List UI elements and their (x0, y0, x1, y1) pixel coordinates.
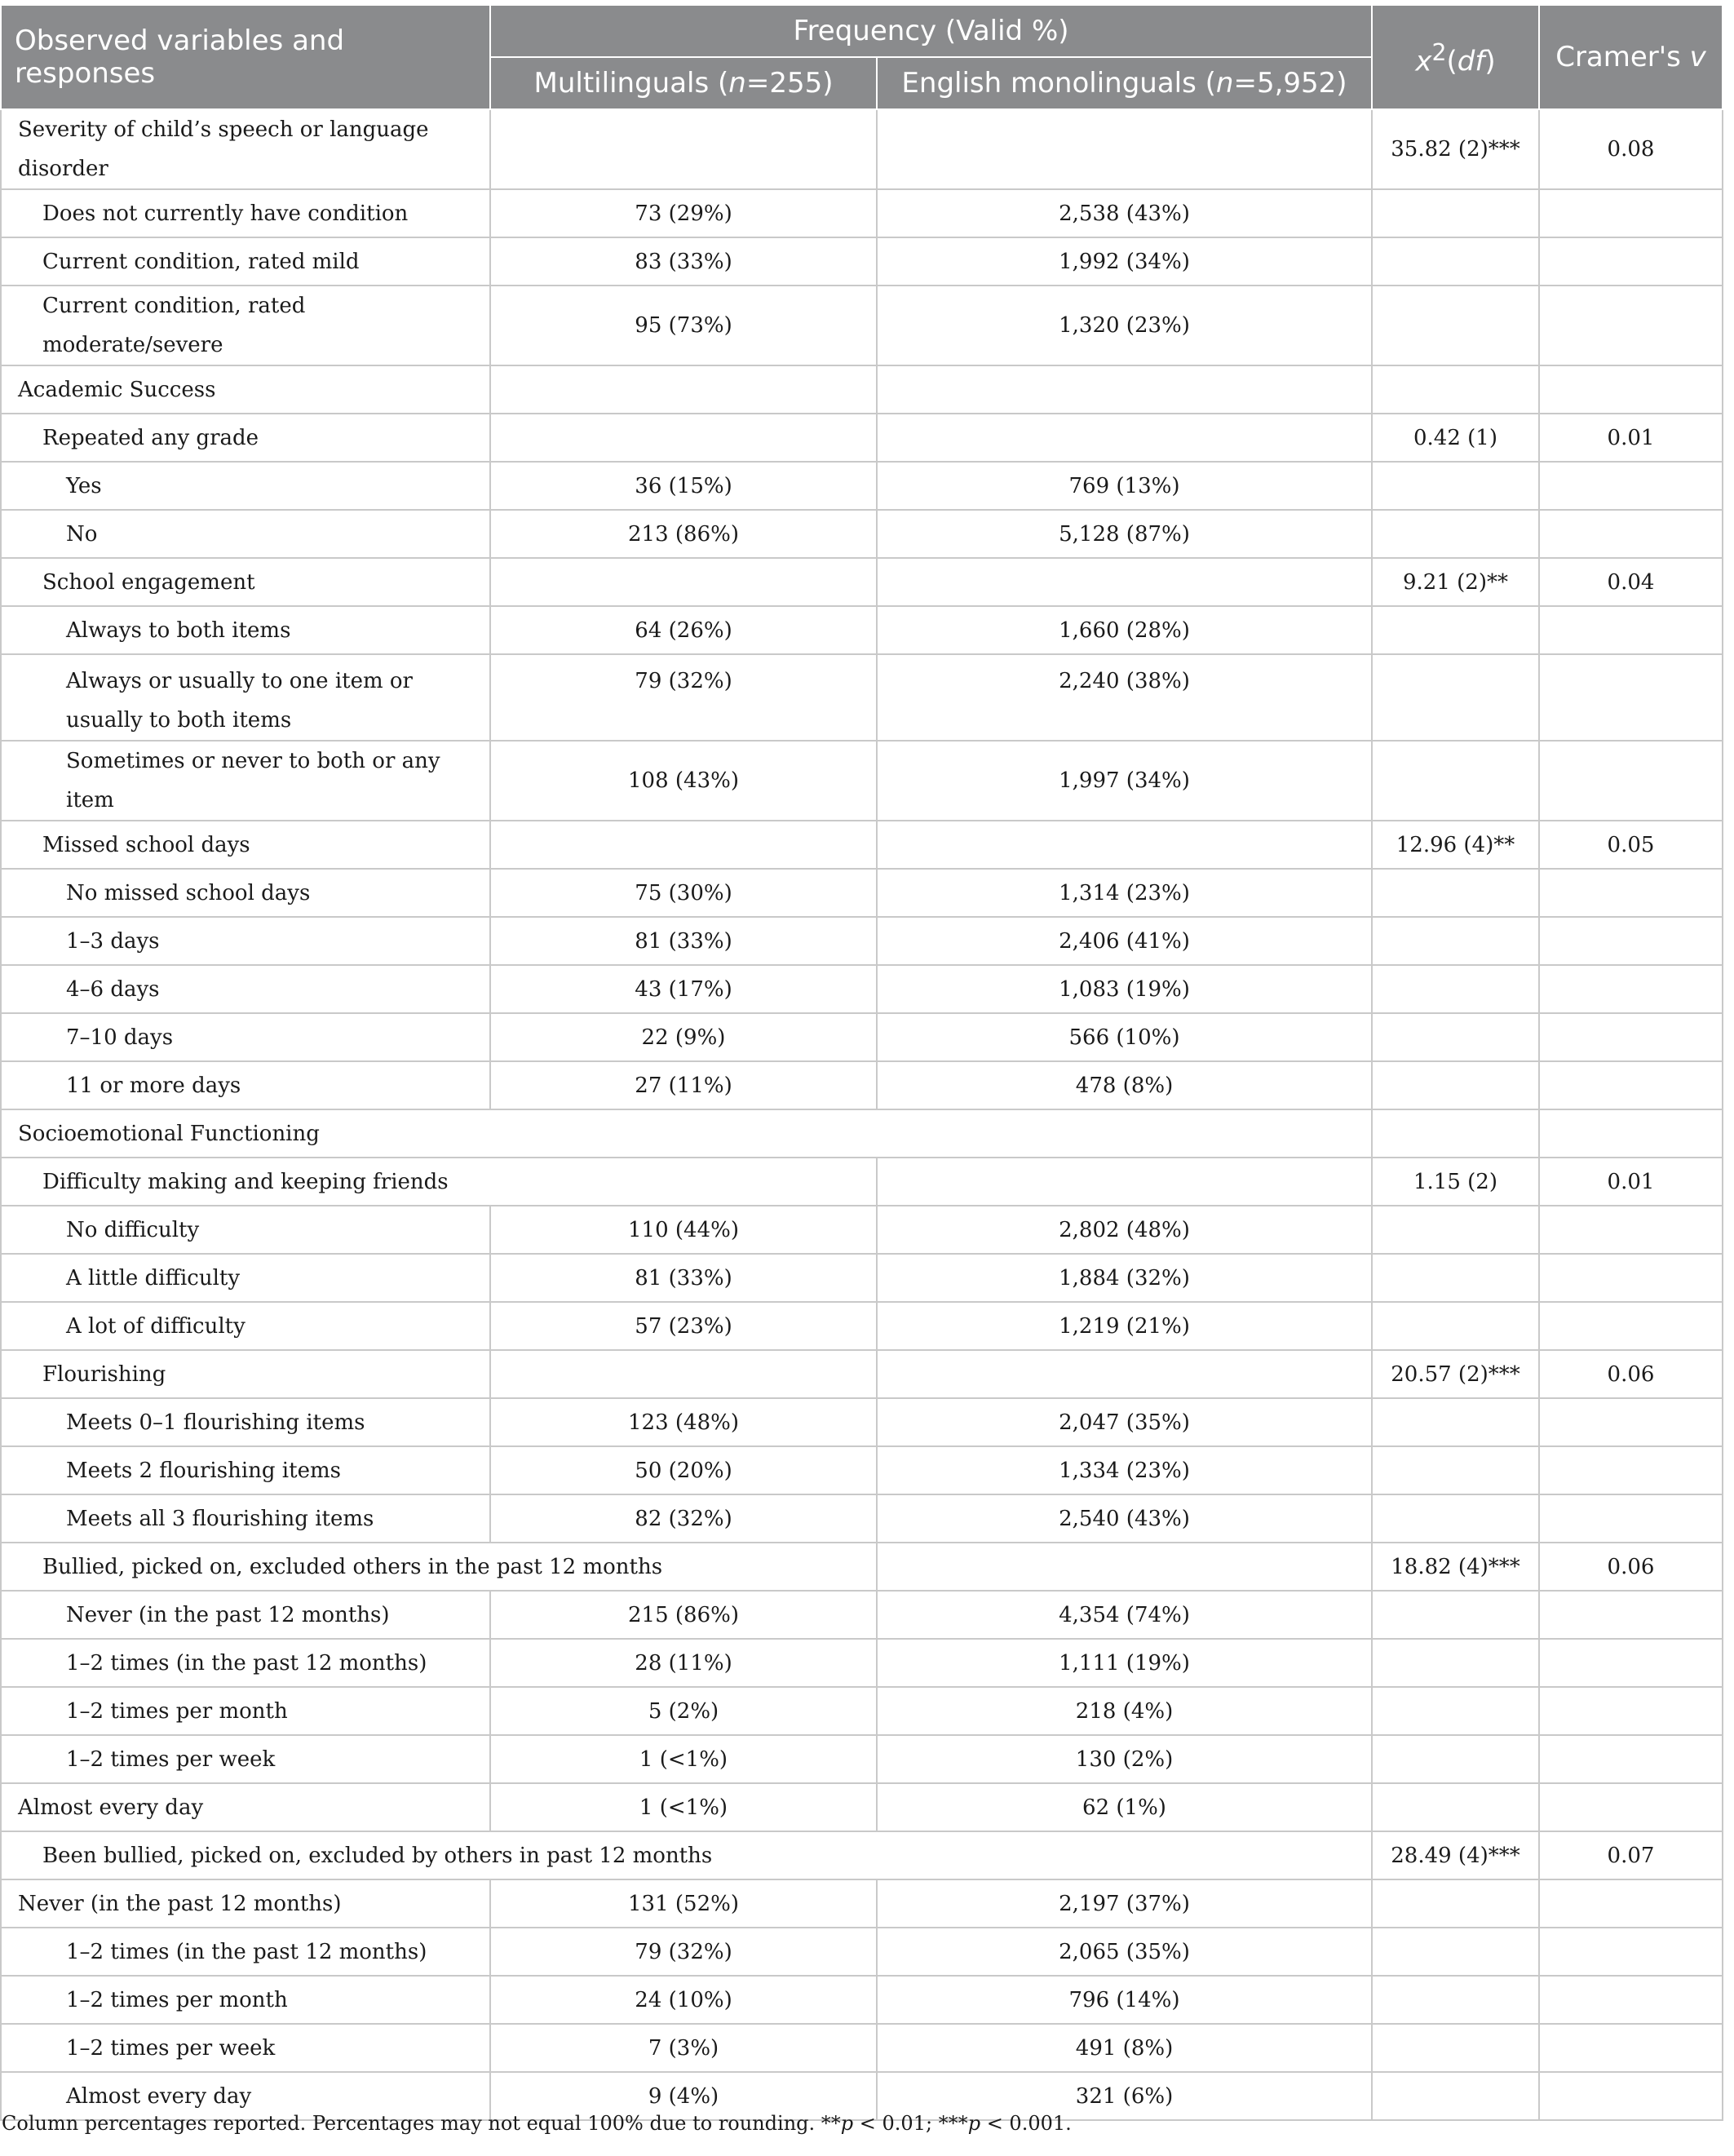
cell-monolinguals: 1,083 (19%) (877, 965, 1372, 1013)
cell-cramers-v (1539, 286, 1723, 365)
mono-suffix: =5,952) (1233, 67, 1347, 100)
table-row (1, 365, 1723, 414)
cell-chi-square (1372, 917, 1539, 965)
cell-monolinguals: 2,540 (43%) (877, 1494, 1372, 1543)
row-label: 1–2 times per week (1, 2024, 490, 2072)
cell-multilinguals: 22 (9%) (490, 1013, 877, 1061)
cell-cramers-v (1539, 1976, 1723, 2024)
row-label: Missed school days (1, 821, 490, 869)
row-label: No missed school days (1, 869, 490, 917)
cell-chi-square (1372, 365, 1539, 414)
table-row (1, 1446, 1723, 1494)
cell-monolinguals: 566 (10%) (877, 1013, 1372, 1061)
chi-sup: 2 (1431, 38, 1447, 66)
cell-cramers-v (1539, 1254, 1723, 1302)
footnote-text-3: < 0.001. (980, 2112, 1072, 2135)
table-row (1, 869, 1723, 917)
cell-monolinguals: 5,128 (87%) (877, 510, 1372, 558)
cell-multilinguals: 27 (11%) (490, 1061, 877, 1109)
cell-cramers-v (1539, 1735, 1723, 1783)
row-label: 1–3 days (1, 917, 490, 965)
table-row (1, 189, 1723, 237)
cell-cramers-v (1539, 1591, 1723, 1639)
cell-monolinguals: 1,997 (34%) (877, 741, 1372, 821)
row-label: Socioemotional Functioning (1, 1109, 1372, 1158)
row-label: No difficulty (1, 1206, 490, 1254)
cell-cramers-v: 0.08 (1539, 109, 1723, 189)
cell-cramers-v (1539, 189, 1723, 237)
header-monolinguals (877, 57, 1372, 109)
row-label: Current condition, rated mild (1, 237, 490, 286)
table-row (1, 1591, 1723, 1639)
cell-multilinguals: 213 (86%) (490, 510, 877, 558)
cell-monolinguals (877, 1350, 1372, 1398)
table-row (1, 1639, 1723, 1687)
table-row (1, 1976, 1723, 2024)
cell-chi-square: 35.82 (2)*** (1372, 109, 1539, 189)
cell-chi-square (1372, 869, 1539, 917)
table-row (1, 1687, 1723, 1735)
cell-chi-square (1372, 1302, 1539, 1350)
cell-chi-square (1372, 237, 1539, 286)
cell-monolinguals: 491 (8%) (877, 2024, 1372, 2072)
cell-monolinguals: 2,802 (48%) (877, 1206, 1372, 1254)
cell-cramers-v (1539, 2024, 1723, 2072)
cell-cramers-v (1539, 1928, 1723, 1976)
cell-chi-square (1372, 1206, 1539, 1254)
cell-chi-square: 20.57 (2)*** (1372, 1350, 1539, 1398)
cell-monolinguals: 478 (8%) (877, 1061, 1372, 1109)
cell-chi-square (1372, 1398, 1539, 1446)
row-label: Meets 2 flourishing items (1, 1446, 490, 1494)
cell-monolinguals: 218 (4%) (877, 1687, 1372, 1735)
cell-monolinguals: 2,538 (43%) (877, 189, 1372, 237)
cell-multilinguals: 83 (33%) (490, 237, 877, 286)
cell-chi-square (1372, 1494, 1539, 1543)
header-cramers-v (1539, 5, 1723, 109)
cell-multilinguals: 79 (32%) (490, 1928, 877, 1976)
cell-cramers-v (1539, 917, 1723, 965)
cell-chi-square (1372, 1735, 1539, 1783)
cell-multilinguals: 215 (86%) (490, 1591, 877, 1639)
table-row (1, 1735, 1723, 1783)
footnote-text-2: < 0.01; *** (853, 2112, 968, 2135)
cell-monolinguals: 796 (14%) (877, 1976, 1372, 2024)
cell-chi-square: 1.15 (2) (1372, 1158, 1539, 1206)
row-label: Difficulty making and keeping friends (1, 1158, 877, 1206)
mono-prefix: English monolinguals ( (901, 67, 1216, 100)
table-row (1, 558, 1723, 606)
row-label: Never (in the past 12 months) (1, 1879, 490, 1928)
footnote-p-2: p (967, 2112, 981, 2135)
cell-monolinguals: 2,065 (35%) (877, 1928, 1372, 1976)
row-label: Does not currently have condition (1, 189, 490, 237)
cell-monolinguals: 1,111 (19%) (877, 1639, 1372, 1687)
row-label: Current condition, rated moderate/severe (1, 286, 490, 365)
chi-close: ) (1484, 45, 1496, 78)
cell-monolinguals: 62 (1%) (877, 1783, 1372, 1831)
cell-chi-square (1372, 286, 1539, 365)
cell-multilinguals: 110 (44%) (490, 1206, 877, 1254)
row-label: Severity of child’s speech or language disorder (1, 109, 490, 189)
cell-multilinguals (490, 1350, 877, 1398)
table-row (1, 462, 1723, 510)
table-row (1, 1350, 1723, 1398)
table-row (1, 654, 1723, 741)
cell-monolinguals (877, 1158, 1372, 1206)
cell-chi-square (1372, 1013, 1539, 1061)
row-label: Always to both items (1, 606, 490, 654)
cell-cramers-v: 0.01 (1539, 414, 1723, 462)
row-label: 7–10 days (1, 1013, 490, 1061)
table-row (1, 917, 1723, 965)
cell-multilinguals: 57 (23%) (490, 1302, 877, 1350)
cell-chi-square (1372, 606, 1539, 654)
table-row (1, 286, 1723, 365)
cell-chi-square (1372, 1639, 1539, 1687)
cell-chi-square: 18.82 (4)*** (1372, 1543, 1539, 1591)
header-chi-square (1372, 5, 1539, 109)
cell-cramers-v (1539, 1109, 1723, 1158)
cell-chi-square (1372, 2072, 1539, 2120)
cell-cramers-v: 0.06 (1539, 1543, 1723, 1591)
row-label: 1–2 times (in the past 12 months) (1, 1639, 490, 1687)
cell-chi-square (1372, 1446, 1539, 1494)
table-row (1, 606, 1723, 654)
header-observed-variables: Observed variables and responses (1, 5, 490, 109)
cell-multilinguals (490, 558, 877, 606)
chi-x: x (1415, 45, 1432, 78)
cell-multilinguals: 7 (3%) (490, 2024, 877, 2072)
cell-multilinguals: 123 (48%) (490, 1398, 877, 1446)
cell-monolinguals: 1,219 (21%) (877, 1302, 1372, 1350)
cell-monolinguals: 2,240 (38%) (877, 654, 1372, 741)
row-label: A lot of difficulty (1, 1302, 490, 1350)
cell-cramers-v (1539, 462, 1723, 510)
cell-chi-square (1372, 1109, 1539, 1158)
cell-monolinguals (877, 1543, 1372, 1591)
cell-chi-square (1372, 741, 1539, 821)
row-label: Meets 0–1 flourishing items (1, 1398, 490, 1446)
cramer-prefix: Cramer's (1555, 41, 1690, 73)
row-label: Flourishing (1, 1350, 490, 1398)
cell-chi-square (1372, 1061, 1539, 1109)
cell-monolinguals (877, 365, 1372, 414)
cell-monolinguals (877, 109, 1372, 189)
cell-monolinguals (877, 414, 1372, 462)
table-row (1, 965, 1723, 1013)
cell-cramers-v (1539, 237, 1723, 286)
multi-prefix: Multilinguals ( (533, 67, 729, 100)
cell-multilinguals: 64 (26%) (490, 606, 877, 654)
table-row (1, 1831, 1723, 1879)
cell-monolinguals: 769 (13%) (877, 462, 1372, 510)
cell-chi-square (1372, 2024, 1539, 2072)
table-row (1, 741, 1723, 821)
cell-monolinguals: 2,047 (35%) (877, 1398, 1372, 1446)
table-header (1, 5, 1723, 109)
row-label: 1–2 times per week (1, 1735, 490, 1783)
footnote-p-1: p (840, 2112, 854, 2135)
row-label: Almost every day (1, 2072, 490, 2120)
cell-cramers-v (1539, 365, 1723, 414)
table-row (1, 1109, 1723, 1158)
row-label: School engagement (1, 558, 490, 606)
cell-multilinguals: 108 (43%) (490, 741, 877, 821)
cramer-v: v (1689, 41, 1706, 73)
mono-n: n (1215, 67, 1234, 100)
cell-cramers-v (1539, 606, 1723, 654)
table-row (1, 237, 1723, 286)
row-label: Bullied, picked on, excluded others in the past 12 months (1, 1543, 877, 1591)
cell-multilinguals (490, 414, 877, 462)
row-label: A little difficulty (1, 1254, 490, 1302)
cell-chi-square: 0.42 (1) (1372, 414, 1539, 462)
row-label: 1–2 times per month (1, 1976, 490, 2024)
multi-n: n (728, 67, 746, 100)
cell-chi-square (1372, 1928, 1539, 1976)
cell-chi-square: 12.96 (4)** (1372, 821, 1539, 869)
cell-chi-square (1372, 1591, 1539, 1639)
table-row (1, 1879, 1723, 1928)
cell-monolinguals (877, 821, 1372, 869)
cell-chi-square: 9.21 (2)** (1372, 558, 1539, 606)
cell-multilinguals: 36 (15%) (490, 462, 877, 510)
chi-df: df (1457, 45, 1485, 78)
cell-monolinguals: 321 (6%) (877, 2072, 1372, 2120)
cell-multilinguals: 24 (10%) (490, 1976, 877, 2024)
cell-multilinguals (490, 365, 877, 414)
cell-monolinguals: 2,406 (41%) (877, 917, 1372, 965)
cell-cramers-v (1539, 1639, 1723, 1687)
row-label: Always or usually to one item or usually to both items (1, 654, 490, 741)
cell-cramers-v (1539, 1013, 1723, 1061)
cell-multilinguals: 5 (2%) (490, 1687, 877, 1735)
cell-cramers-v (1539, 1061, 1723, 1109)
cell-monolinguals: 4,354 (74%) (877, 1591, 1372, 1639)
cell-cramers-v (1539, 1783, 1723, 1831)
table-footnote (2, 2112, 1072, 2135)
row-label: Never (in the past 12 months) (1, 1591, 490, 1639)
cell-cramers-v: 0.07 (1539, 1831, 1723, 1879)
cell-chi-square (1372, 1976, 1539, 2024)
cell-multilinguals: 9 (4%) (490, 2072, 877, 2120)
table-row (1, 1783, 1723, 1831)
cell-monolinguals: 1,334 (23%) (877, 1446, 1372, 1494)
table-row (1, 1013, 1723, 1061)
cell-cramers-v (1539, 741, 1723, 821)
cell-cramers-v (1539, 1446, 1723, 1494)
cell-chi-square (1372, 965, 1539, 1013)
table-row (1, 2024, 1723, 2072)
row-label: 4–6 days (1, 965, 490, 1013)
row-label: 1–2 times (in the past 12 months) (1, 1928, 490, 1976)
cell-chi-square (1372, 1783, 1539, 1831)
cell-multilinguals (490, 109, 877, 189)
table-row (1, 1061, 1723, 1109)
cell-monolinguals: 1,992 (34%) (877, 237, 1372, 286)
cell-cramers-v (1539, 1494, 1723, 1543)
row-label: 11 or more days (1, 1061, 490, 1109)
row-label: Yes (1, 462, 490, 510)
cell-multilinguals: 81 (33%) (490, 917, 877, 965)
cell-cramers-v (1539, 1398, 1723, 1446)
table-row (1, 1158, 1723, 1206)
table-body (1, 109, 1723, 2120)
cell-multilinguals: 79 (32%) (490, 654, 877, 741)
cell-cramers-v: 0.01 (1539, 1158, 1723, 1206)
table-row (1, 821, 1723, 869)
row-label: Been bullied, picked on, excluded by others in past 12 months (1, 1831, 1372, 1879)
row-label: 1–2 times per month (1, 1687, 490, 1735)
cell-chi-square (1372, 1879, 1539, 1928)
cell-cramers-v (1539, 965, 1723, 1013)
table-row (1, 1398, 1723, 1446)
cell-multilinguals: 75 (30%) (490, 869, 877, 917)
cell-cramers-v: 0.06 (1539, 1350, 1723, 1398)
cell-monolinguals: 1,884 (32%) (877, 1254, 1372, 1302)
row-label: Repeated any grade (1, 414, 490, 462)
cell-monolinguals: 2,197 (37%) (877, 1879, 1372, 1928)
row-label: Meets all 3 flourishing items (1, 1494, 490, 1543)
cell-multilinguals (490, 821, 877, 869)
cell-cramers-v (1539, 2072, 1723, 2120)
cell-multilinguals: 81 (33%) (490, 1254, 877, 1302)
cell-cramers-v (1539, 1206, 1723, 1254)
header-frequency-group: Frequency (Valid %) (490, 5, 1372, 57)
cell-monolinguals: 1,320 (23%) (877, 286, 1372, 365)
cell-multilinguals: 73 (29%) (490, 189, 877, 237)
cell-multilinguals: 1 (<1%) (490, 1735, 877, 1783)
cell-multilinguals: 50 (20%) (490, 1446, 877, 1494)
cell-cramers-v (1539, 510, 1723, 558)
cell-cramers-v (1539, 1687, 1723, 1735)
cell-multilinguals: 131 (52%) (490, 1879, 877, 1928)
cell-multilinguals: 43 (17%) (490, 965, 877, 1013)
multi-suffix: =255) (745, 67, 834, 100)
cell-monolinguals (877, 558, 1372, 606)
cell-multilinguals: 1 (<1%) (490, 1783, 877, 1831)
table-row (1, 1254, 1723, 1302)
cell-chi-square (1372, 1687, 1539, 1735)
row-label: Almost every day (1, 1783, 490, 1831)
table-row (1, 109, 1723, 189)
row-label: Sometimes or never to both or any item (1, 741, 490, 821)
cell-cramers-v (1539, 654, 1723, 741)
cell-chi-square (1372, 462, 1539, 510)
cell-cramers-v (1539, 1879, 1723, 1928)
table-row (1, 1206, 1723, 1254)
header-multilinguals (490, 57, 877, 109)
table-row (1, 414, 1723, 462)
cell-chi-square (1372, 189, 1539, 237)
cell-chi-square: 28.49 (4)*** (1372, 1831, 1539, 1879)
cell-multilinguals: 28 (11%) (490, 1639, 877, 1687)
data-table-container (0, 4, 1722, 2121)
cell-multilinguals: 95 (73%) (490, 286, 877, 365)
cell-cramers-v (1539, 869, 1723, 917)
cell-multilinguals: 82 (32%) (490, 1494, 877, 1543)
chi-open: ( (1446, 45, 1458, 78)
cell-cramers-v: 0.05 (1539, 821, 1723, 869)
table-row (1, 1928, 1723, 1976)
table-row (1, 1543, 1723, 1591)
cell-monolinguals: 1,660 (28%) (877, 606, 1372, 654)
results-table (0, 4, 1723, 2121)
cell-chi-square (1372, 510, 1539, 558)
table-row (1, 1302, 1723, 1350)
row-label: Academic Success (1, 365, 490, 414)
cell-monolinguals: 130 (2%) (877, 1735, 1372, 1783)
cell-chi-square (1372, 654, 1539, 741)
footnote-text-1: Column percentages reported. Percentages may not equal 100% due to rounding. ** (2, 2112, 841, 2135)
cell-cramers-v (1539, 1302, 1723, 1350)
cell-chi-square (1372, 1254, 1539, 1302)
table-row (1, 1494, 1723, 1543)
table-row (1, 510, 1723, 558)
row-label: No (1, 510, 490, 558)
cell-cramers-v: 0.04 (1539, 558, 1723, 606)
cell-monolinguals: 1,314 (23%) (877, 869, 1372, 917)
